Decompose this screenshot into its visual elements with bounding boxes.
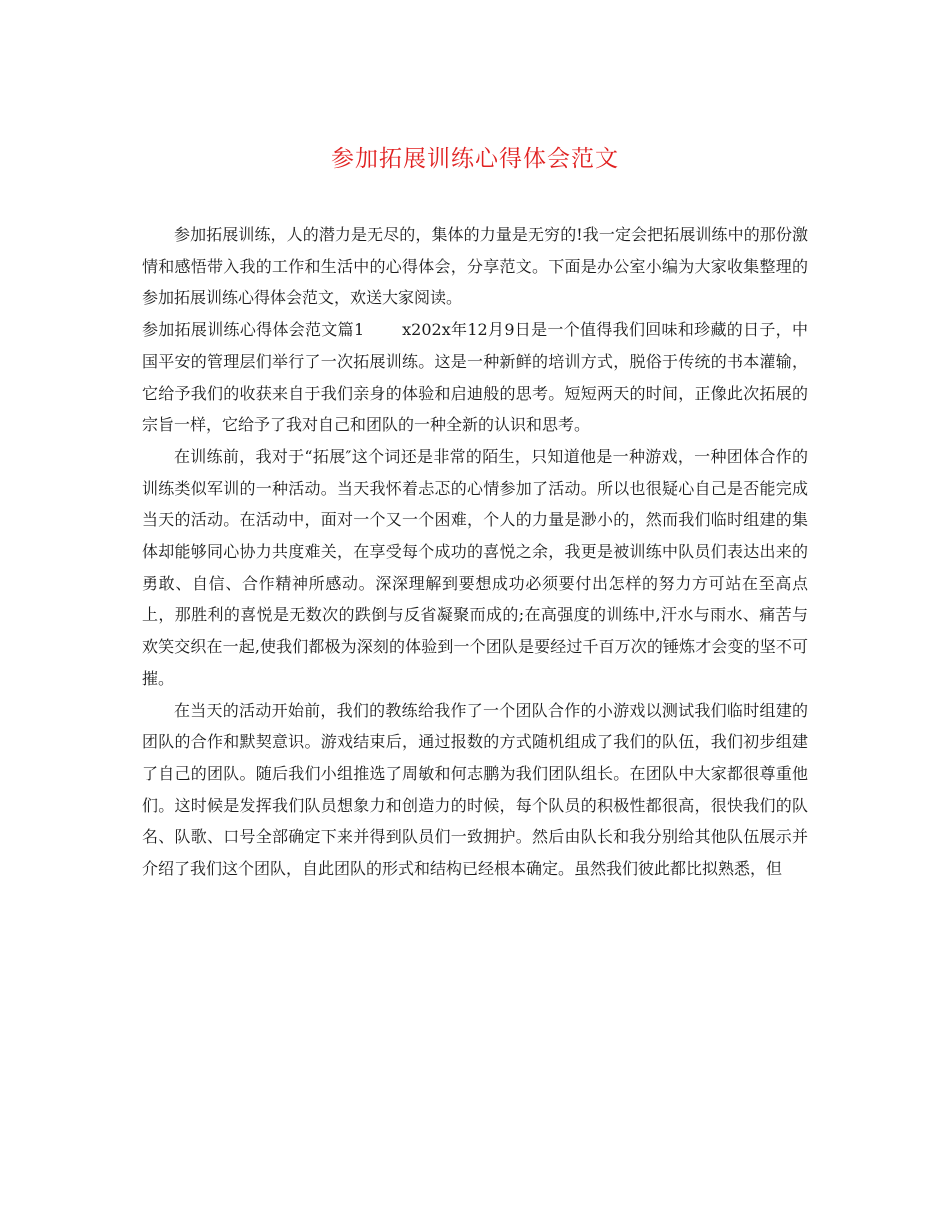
page-title: 参加拓展训练心得体会范文 — [331, 146, 619, 172]
paragraph-3: 在当天的活动开始前，我们的教练给我作了一个团队合作的小游戏以测试我们临时组建的团队的合作和默契意识。游戏结束后，通过报数的方式随机组成了我们的队伍，我们初步组建了自己的团队。随后我们小组推选了周敏和何志鹏为我们团队组长。在团队中大家都很尊重他们。这时候是发挥我们队员想象力和创造力的时候，每个队员的积极性都很高，很快我们的队名、队歌、口号全部确定下来并得到队员们一致拥护。然后由队长和我分别给其他队伍展示并介绍了我们这个团队，自此团队的形式和结构已经根本确定。虽然我们彼此都比拟熟悉，但 — [142, 700, 808, 879]
section-heading: 参加拓展训练心得体会范文篇1 — [142, 320, 365, 340]
paragraph-2: 在训练前，我对于“拓展″这个词还是非常的陌生，只知道他是一种游戏，一种团体合作的训练类似军训的一种活动。当天我怀着忐忑的心情参加了活动。所以也很疑心自己是否能完成当天的活动。在活动中，面对一个又一个困难，个人的力量是渺小的，然而我们临时组建的集体却能够同心协力共度难关，在享受每个成功的喜悦之余，我更是被训练中队员们表达出来的勇敢、自信、合作精神所感动。深深理解到要想成功必须要付出怎样的努力方可站在至高点上，那胜利的喜悦是无数次的跌倒与反省凝聚而成的;在高强度的训练中,汗水与雨水、痛苦与欢笑交织在一起,使我们都极为深刻的体验到一个团队是要经过千百万次的锤炼才会变的坚不可摧。 — [142, 446, 808, 688]
section-paragraph — [142, 314, 808, 441]
intro-paragraph: 参加拓展训练，人的潜力是无尽的，集体的力量是无穷的!我一定会把拓展训练中的那份激情和感悟带入我的工作和生活中的心得体会，分享范文。下面是办公室小编为大家收集整理的参加拓展训练心得体会范文，欢送大家阅读。 — [142, 225, 808, 308]
document-body — [142, 219, 808, 885]
section-lead-text: x202x年12月9日是一个值得我们回味和珍藏的日子，中国平安的管理层们举行了一次拓展训练。这是一种新鲜的培训方式，脱俗于传统的书本灌输，它给予我们的收获来自于我们亲身的体验和启迪般的思考。短短两天的时间，正像此次拓展的宗旨一样，它给予了我对自己和团队的一种全新的认识和思考。 — [142, 320, 808, 435]
